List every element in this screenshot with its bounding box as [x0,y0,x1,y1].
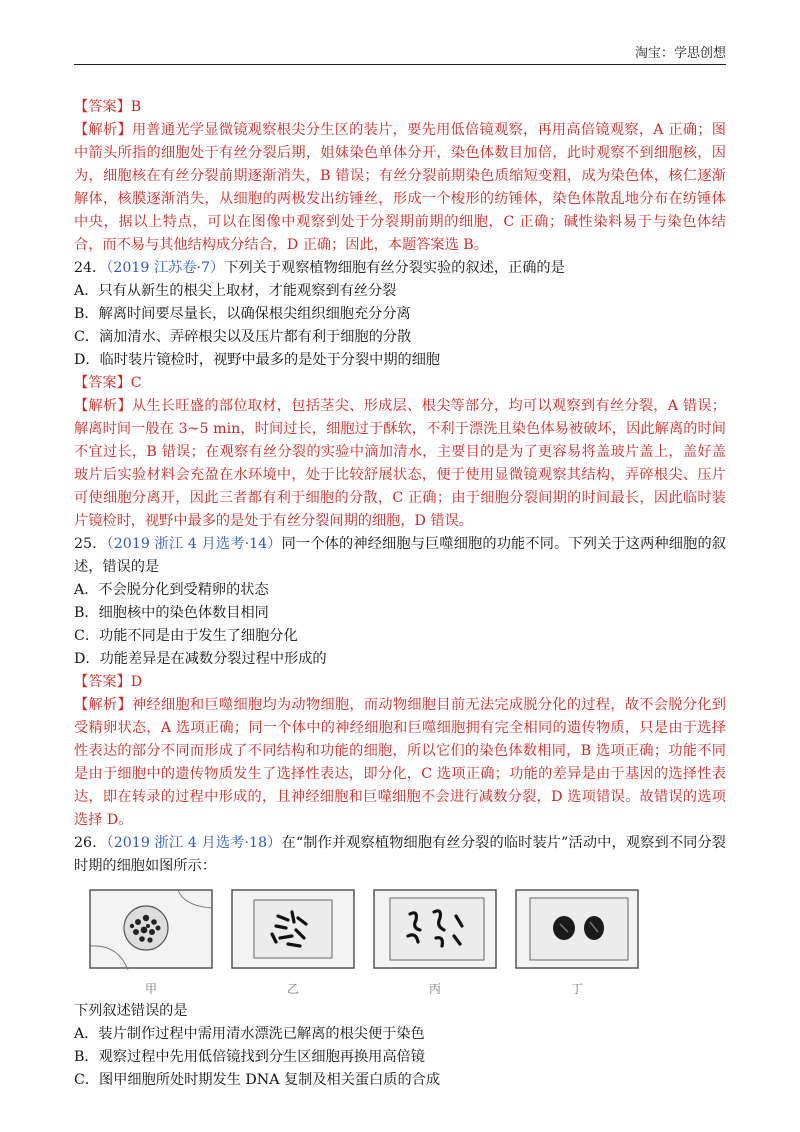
question-number: 25． [74,536,107,552]
option-b: B．解离时间要尽量长，以确保根尖组织细胞充分分离 [74,306,411,322]
analysis-label: 【解析】 [74,122,132,138]
answer-label: 【答案】 [74,674,131,690]
figure-jia [88,886,214,996]
answer-value: B [130,99,142,115]
question-source: （2019 浙江 4 月选考·14） [106,536,282,552]
question-24-stem [74,257,726,280]
analysis-label: 【解析】 [74,398,132,414]
cell-bing-illustration [372,886,498,972]
option-d: D．功能差异是在减数分裂过程中形成的 [74,651,327,667]
option-b: B．观察过程中先用低倍镜找到分生区细胞再换用高倍镜 [74,1049,425,1065]
option-a: A．只有从新生的根尖上取材，才能观察到有丝分裂 [74,283,397,299]
answer-line [74,671,726,694]
analysis-text: 从生长旺盛的部位取材，包括茎尖、形成层、根尖等部分，均可以观察到有丝分裂，A 错误；解离时间一般在 3~5 min，时间过长，细胞过于酥软，不利于漂洗且染色体易被破坏，因此解离的时间不宜过长，B 错误；在观察有丝分裂的实验中滴加清水，主要目的是为了更容易将盖玻片盖上，盖好盖玻片后实验材料会充盈在水环境中，处于比较舒展状态，便于使用显微镜观察其结构，弄碎根尖、压片可使细胞分离开，因此三者都有利于细胞的分散，C 正确；由于细胞分裂间期的时间最长，因此临时装片镜检时，视野中最多的是处于有丝分裂间期的细胞，D 错误。 [74,398,726,529]
figure-label-bing: 丙 [428,982,441,996]
analysis-text: 神经细胞和巨噬细胞均为动物细胞，而动物细胞目前无法完成脱分化的过程，故不会脱分化到受精卵状态，A 选项正确；同一个体中的神经细胞和巨噬细胞拥有完全相同的遗传物质，只是由于选择性表达的部分不同而形成了不同结构和功能的细胞，所以它们的染色体数相同，B 选项正确；功能不同是由于细胞中的遗传物质发生了选择性表达，即分化，C 选项正确；功能的差异是由于基因的选择性表达，即在转录的过程中形成的，且神经细胞和巨噬细胞不会进行减数分裂，D 选项错误。故错误的选项选择 D。 [74,697,726,828]
analysis-paragraph [74,119,726,257]
figure-ding [514,886,640,996]
question-source: （2019 浙江 4 月选考·18） [106,835,282,851]
header-brand: 淘宝：学思创想 [634,46,726,61]
option-a: A．装片制作过程中需用清水漂洗已解离的根尖便于染色 [74,1026,425,1042]
option-b: B．细胞核中的染色体数目相同 [74,605,269,621]
answer-value: C [130,375,142,391]
analysis-paragraph [74,395,726,533]
answer-value: D [130,674,143,690]
page-content [74,96,726,1092]
question-text: 同一个体的神经细胞与巨噬细胞的功能不同。下列关于这两种细胞的叙述，错误的是 [74,536,726,575]
question-26-prompt: 下列叙述错误的是 [74,1003,188,1019]
cell-jia-illustration [88,886,214,972]
question-number: 24． [74,260,107,276]
figure-yi [230,886,356,996]
page-header [74,38,726,65]
question-source: （2019 江苏卷·7） [106,260,225,276]
cell-yi-illustration [230,886,356,972]
option-c: C．滴加清水、弄碎根尖以及压片都有利于细胞的分散 [74,329,412,345]
answer-label: 【答案】 [74,99,131,115]
analysis-text: 用普通光学显微镜观察根尖分生区的装片，要先用低倍镜观察，再用高倍镜观察，A 正确；图中箭头所指的细胞处于有丝分裂后期，姐妹染色单体分开，染色体数目加倍，此时观察不到细胞核，因为，细胞核在有丝分裂前期逐渐消失，B 错误；有丝分裂前期染色质缩短变粗，成为染色体，核仁逐渐解体，核膜逐渐消失，从细胞的两极发出纺锤丝，形成一个梭形的纺锤体，染色体散乱地分布在纺锤体中央，据以上特点，可以在图像中观察到处于分裂期前期的细胞，C 正确；碱性染料易于与染色体结合，而不易与其他结构成分结合，D 正确；因此，本题答案选 B。 [74,122,726,253]
question-text: 下列关于观察植物细胞有丝分裂实验的叙述，正确的是 [224,260,565,276]
question-26-stem [74,832,726,878]
answer-line [74,96,726,119]
figure-label-ding: 丁 [570,982,583,996]
option-d: D．临时装片镜检时，视野中最多的是处于分裂中期的细胞 [74,352,441,368]
question-text: 在“制作并观察植物细胞有丝分裂的临时装片”活动中，观察到不同分裂时期的细胞如图所示： [74,835,726,874]
figure-label-yi: 乙 [286,982,299,996]
question-number: 26． [74,835,107,851]
option-a: A．不会脱分化到受精卵的状态 [74,582,269,598]
answer-label: 【答案】 [74,375,131,391]
figure-bing [372,886,498,996]
option-c: C．图甲细胞所处时期发生 DNA 复制及相关蛋白质的合成 [74,1072,441,1088]
figure-label-jia: 甲 [144,982,157,996]
cell-division-figures [88,886,726,998]
cell-ding-illustration [514,886,640,972]
option-c: C．功能不同是由于发生了细胞分化 [74,628,298,644]
question-25-stem [74,533,726,579]
analysis-label: 【解析】 [74,697,132,713]
answer-line [74,372,726,395]
analysis-paragraph [74,694,726,832]
